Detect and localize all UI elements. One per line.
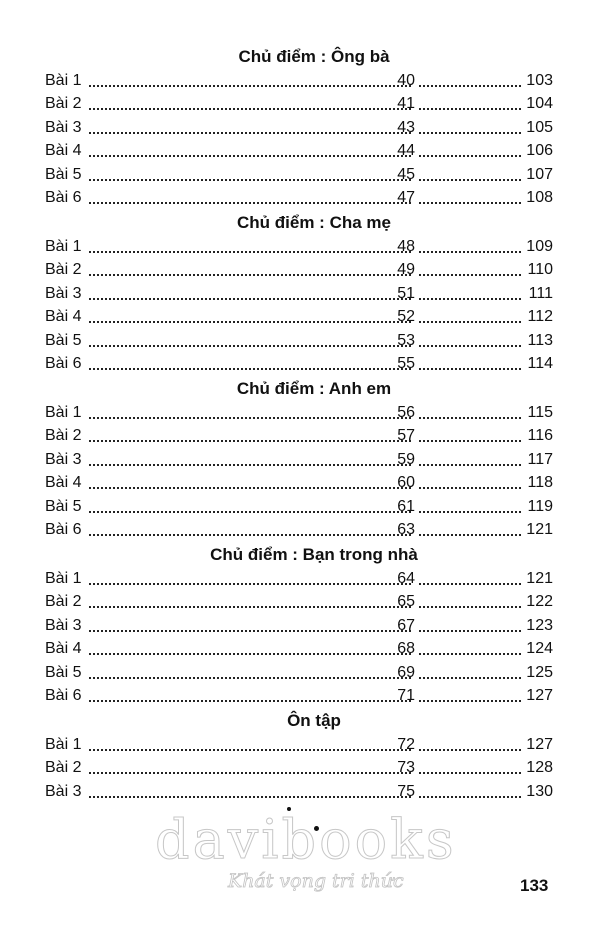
toc-row [45, 780, 553, 803]
toc-section-ong-ba [45, 45, 553, 209]
leader-dots [417, 424, 523, 447]
page-ref-2: 127 [526, 736, 553, 753]
leader-dots [417, 590, 523, 613]
row-label: Bài 4 [45, 474, 82, 492]
page-ref-2: 107 [526, 165, 553, 183]
leader-dots [417, 282, 523, 305]
leader-dots [417, 661, 523, 684]
toc-row [45, 518, 553, 541]
toc-row [45, 258, 553, 281]
toc-row [45, 186, 553, 209]
page-ref-1: 51 [397, 284, 415, 302]
leader-dots [87, 305, 413, 328]
leader-dots [417, 92, 523, 115]
leader-dots [417, 163, 523, 186]
row-label: Bài 4 [45, 142, 82, 160]
row-label: Bài 2 [45, 759, 82, 777]
leader-dots [417, 637, 523, 660]
page-ref-1: 44 [397, 142, 415, 160]
page-ref-2: 117 [527, 450, 553, 468]
row-label: Bài 6 [45, 520, 82, 538]
toc-row [45, 495, 553, 518]
leader-dots [417, 567, 523, 590]
leader-dots [417, 780, 523, 803]
leader-dots [417, 401, 523, 424]
leader-dots [417, 684, 523, 707]
section-title: Chủ điểm : Anh em [236, 379, 392, 398]
row-label: Bài 5 [45, 331, 82, 349]
page-ref-2: 124 [526, 640, 553, 658]
leader-dots [87, 401, 413, 424]
leader-dots [87, 186, 413, 209]
leader-dots [87, 471, 413, 494]
toc-row [45, 92, 553, 115]
toc-row [45, 282, 553, 305]
toc-row [45, 139, 553, 162]
section-title: Chủ điểm : Bạn trong nhà [210, 545, 418, 564]
page-ref-2: 105 [526, 118, 553, 136]
toc-row [45, 637, 553, 660]
leader-dots [87, 661, 413, 684]
leader-dots [417, 139, 523, 162]
leader-dots [87, 733, 413, 756]
page-ref-2: 121 [526, 520, 553, 538]
page-ref-1: 48 [397, 238, 415, 255]
leader-dots [87, 92, 413, 115]
toc-row [45, 590, 553, 613]
leader-dots [87, 282, 413, 305]
toc-section-anh-em [45, 377, 553, 541]
row-label: Bài 5 [45, 165, 82, 183]
watermark-tagline: Khát vọng tri thức [228, 870, 404, 892]
row-label: Bài 1 [45, 404, 82, 421]
leader-dots [87, 424, 413, 447]
row-label: Bài 3 [45, 616, 82, 634]
toc-row [45, 69, 553, 92]
toc-row [45, 733, 553, 756]
leader-dots [417, 518, 523, 541]
page-ref-1: 67 [397, 616, 415, 634]
leader-dots [417, 614, 523, 637]
page-ref-1: 52 [397, 308, 415, 326]
page-ref-2: 118 [527, 474, 553, 492]
page-ref-1: 47 [397, 188, 415, 206]
row-label: Bài 6 [45, 354, 82, 372]
row-label: Bài 3 [45, 450, 82, 468]
row-label: Bài 1 [45, 570, 82, 587]
section-title: Chủ điểm : Ông bà [238, 47, 390, 66]
leader-dots [87, 139, 413, 162]
page-ref-1: 40 [397, 72, 415, 89]
row-label: Bài 2 [45, 593, 82, 611]
page-ref-1: 57 [397, 427, 415, 445]
leader-dots [417, 116, 523, 139]
page-ref-1: 59 [397, 450, 415, 468]
page-ref-2: 122 [526, 593, 553, 611]
row-label: Bài 6 [45, 686, 82, 704]
page-ref-2: 109 [526, 238, 553, 255]
leader-dots [417, 756, 523, 779]
leader-dots [417, 235, 523, 258]
page-ref-2: 113 [527, 331, 553, 349]
page-ref-1: 41 [397, 95, 415, 113]
page-ref-2: 108 [526, 188, 553, 206]
toc-row [45, 235, 553, 258]
page-ref-1: 56 [397, 404, 415, 421]
leader-dots [87, 637, 413, 660]
toc-row [45, 448, 553, 471]
toc-row [45, 329, 553, 352]
leader-dots [417, 69, 523, 92]
page-ref-2: 106 [526, 142, 553, 160]
section-title: Chủ điểm : Cha mẹ [237, 213, 391, 232]
leader-dots [87, 756, 413, 779]
page-ref-1: 49 [397, 261, 415, 279]
row-label: Bài 6 [45, 188, 82, 206]
row-label: Bài 1 [45, 736, 82, 753]
page-ref-1: 65 [397, 593, 415, 611]
page-ref-1: 69 [397, 663, 415, 681]
leader-dots [417, 448, 523, 471]
page-ref-2: 127 [526, 686, 553, 704]
leader-dots [417, 305, 523, 328]
toc-row [45, 471, 553, 494]
leader-dots [87, 590, 413, 613]
toc-row [45, 116, 553, 139]
leader-dots [87, 116, 413, 139]
row-label: Bài 5 [45, 497, 82, 515]
leader-dots [87, 518, 413, 541]
row-label: Bài 2 [45, 261, 82, 279]
leader-dots [87, 258, 413, 281]
toc-row [45, 352, 553, 375]
row-label: Bài 3 [45, 284, 82, 302]
page-ref-1: 53 [397, 331, 415, 349]
page-ref-1: 63 [397, 520, 415, 538]
toc-row [45, 424, 553, 447]
page-ref-1: 60 [397, 474, 415, 492]
row-label: Bài 2 [45, 427, 82, 445]
leader-dots [417, 186, 523, 209]
toc-row [45, 305, 553, 328]
page-ref-2: 130 [526, 782, 553, 800]
page-ref-1: 61 [397, 497, 415, 515]
leader-dots [87, 495, 413, 518]
watermark-brand: davibooks [155, 808, 457, 871]
leader-dots [417, 733, 523, 756]
page-ref-1: 71 [397, 686, 415, 704]
leader-dots [87, 235, 413, 258]
leader-dots [87, 780, 413, 803]
leader-dots [87, 448, 413, 471]
leader-dots [417, 329, 523, 352]
section-title: Ôn tập [287, 711, 341, 730]
page-ref-2: 121 [526, 570, 553, 587]
leader-dots [417, 471, 523, 494]
row-label: Bài 3 [45, 782, 82, 800]
toc-row [45, 163, 553, 186]
page-ref-2: 104 [526, 95, 553, 113]
row-label: Bài 4 [45, 308, 82, 326]
leader-dots [417, 258, 523, 281]
row-label: Bài 3 [45, 118, 82, 136]
page-ref-2: 123 [526, 616, 553, 634]
page-ref-2: 110 [527, 261, 553, 279]
leader-dots [87, 614, 413, 637]
toc-row [45, 661, 553, 684]
page-ref-2: 128 [526, 759, 553, 777]
page-ref-1: 43 [397, 118, 415, 136]
leader-dots [87, 567, 413, 590]
page-ref-1: 75 [397, 782, 415, 800]
row-label: Bài 1 [45, 72, 82, 89]
toc-row [45, 756, 553, 779]
row-label: Bài 1 [45, 238, 82, 255]
page-ref-1: 68 [397, 640, 415, 658]
leader-dots [417, 352, 523, 375]
leader-dots [417, 495, 523, 518]
leader-dots [87, 352, 413, 375]
page-ref-1: 72 [397, 736, 415, 753]
page-ref-2: 112 [527, 308, 553, 326]
leader-dots [87, 163, 413, 186]
row-label: Bài 5 [45, 663, 82, 681]
page-ref-1: 73 [397, 759, 415, 777]
page-ref-2: 114 [527, 354, 553, 372]
page-ref-2: 115 [527, 404, 553, 421]
toc-row [45, 684, 553, 707]
row-label: Bài 4 [45, 640, 82, 658]
toc-row [45, 614, 553, 637]
page-ref-1: 64 [397, 570, 415, 587]
page-ref-2: 103 [526, 72, 553, 89]
row-label: Bài 2 [45, 95, 82, 113]
leader-dots [87, 69, 413, 92]
toc-section-on-tap [45, 709, 553, 803]
page-ref-2: 116 [527, 427, 553, 445]
toc-row [45, 401, 553, 424]
page-ref-2: 119 [527, 497, 553, 515]
page-ref-2: 125 [526, 663, 553, 681]
page-number: 133 [520, 876, 549, 895]
toc-row [45, 567, 553, 590]
page-ref-1: 55 [397, 354, 415, 372]
leader-dots [87, 684, 413, 707]
page-ref-1: 45 [397, 165, 415, 183]
toc-section-ban-trong-nha [45, 543, 553, 707]
leader-dots [87, 329, 413, 352]
page-ref-2: 111 [528, 284, 553, 302]
toc-section-cha-me [45, 211, 553, 375]
